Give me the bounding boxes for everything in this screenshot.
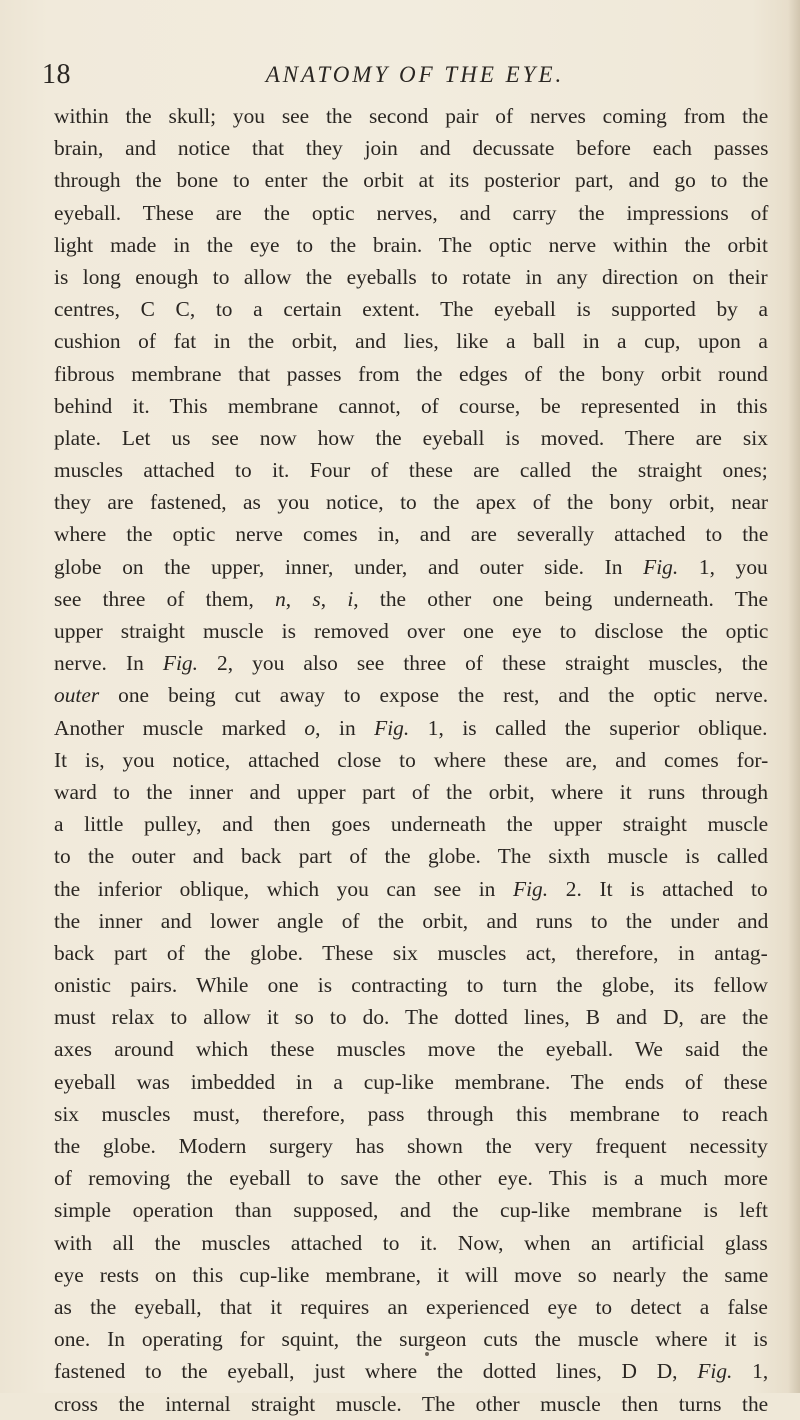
text-segment: , in — [315, 715, 375, 740]
text-segment: 1, — [732, 1359, 769, 1384]
text-segment: ward to the inner and upper part of the orbit, where it runs through — [54, 779, 769, 804]
text-line — [54, 454, 768, 486]
text-line — [54, 1355, 768, 1387]
text-line — [54, 229, 768, 261]
text-segment: one being cut away to expose the rest, and the optic nerve. — [99, 683, 769, 708]
text-segment: It is, you notice, attached close to where these are, and comes for- — [54, 747, 769, 772]
italic-text: i — [347, 586, 354, 611]
text-line — [54, 1130, 768, 1162]
text-line — [54, 776, 768, 808]
text-segment: Another muscle marked — [54, 715, 305, 740]
text-line — [54, 261, 768, 293]
text-line — [54, 1033, 768, 1065]
text-segment: 2. It is attached to — [548, 876, 768, 901]
text-line — [54, 840, 768, 872]
text-segment: 2, you also see three of these straight muscles, the — [197, 651, 768, 676]
text-line — [54, 551, 768, 583]
text-line — [54, 1098, 768, 1130]
text-line — [54, 390, 768, 422]
text-segment: to the outer and back part of the globe. The sixth muscle is called — [54, 844, 768, 869]
text-segment: fastened to the eyeball, just where the dotted lines, D D, — [54, 1359, 698, 1384]
italic-text: Fig. — [513, 876, 549, 901]
text-segment: within the skull; you see the second pair of nerves coming from the — [54, 104, 769, 128]
text-segment: 1, is called the superior oblique. — [409, 715, 768, 740]
text-line — [54, 969, 768, 1001]
italic-text: Fig. — [162, 651, 198, 676]
text-line — [54, 293, 768, 325]
text-line — [54, 1291, 768, 1323]
body-text — [54, 100, 768, 1420]
italic-text: outer — [54, 683, 100, 708]
text-segment: light made in the eye to the brain. The optic nerve within the orbit — [54, 232, 768, 257]
text-segment: where the optic nerve comes in, and are severally attached to the — [54, 522, 769, 547]
text-line — [54, 1388, 768, 1420]
text-line — [54, 1194, 768, 1226]
text-segment: they are fastened, as you notice, to the apex of the bony orbit, near — [54, 490, 769, 515]
text-line — [54, 1066, 768, 1098]
text-line — [54, 518, 768, 550]
italic-text: o — [304, 715, 316, 740]
text-segment: eye rests on this cup-like membrane, it will move so nearly the same — [54, 1262, 769, 1287]
text-segment: eyeball. These are the optic nerves, and carry the impressions of — [54, 200, 769, 225]
text-segment: 1, you — [678, 554, 768, 579]
italic-text: Fig. — [697, 1359, 733, 1384]
text-segment: the inner and lower angle of the orbit, and runs to the under and — [54, 908, 769, 933]
text-line — [54, 1259, 768, 1291]
text-segment: fibrous membrane that passes from the edges of the bony orbit round — [54, 361, 768, 386]
text-segment: with all the muscles attached to it. Now, when an artificial glass — [54, 1230, 768, 1255]
text-line — [54, 615, 768, 647]
text-segment: centres, C C, to a certain extent. The eyeball is supported by a — [54, 297, 769, 322]
text-line — [54, 937, 768, 969]
text-segment: of removing the eyeball to save the other eye. This is a much more — [54, 1166, 768, 1191]
text-segment: a little pulley, and then goes underneath the upper straight muscle — [54, 812, 769, 837]
text-line — [54, 358, 768, 390]
text-segment: back part of the globe. These six muscles act, therefore, in antag- — [54, 940, 768, 965]
text-segment: onistic pairs. While one is contracting to turn the globe, its fellow — [54, 973, 768, 998]
text-line — [54, 873, 768, 905]
text-line — [54, 422, 768, 454]
text-segment: , the other one being underneath. The — [353, 586, 768, 611]
text-segment: cushion of fat in the orbit, and lies, like a ball in a cup, upon a — [54, 329, 768, 354]
text-segment: the globe. Modern surgery has shown the very frequent necessity — [54, 1134, 768, 1158]
text-line — [54, 583, 768, 615]
text-segment: axes around which these muscles move the eyeball. We said the — [54, 1037, 768, 1062]
text-line — [54, 486, 768, 518]
text-segment: simple operation than supposed, and the cup-like membrane is left — [54, 1198, 768, 1223]
italic-text: n — [275, 586, 286, 611]
text-line — [54, 1162, 768, 1194]
text-line — [54, 1323, 768, 1355]
text-segment: as the eyeball, that it requires an experienced eye to detect a false — [54, 1294, 768, 1319]
text-segment: muscles attached to it. Four of these are called the straight ones; — [54, 458, 768, 483]
text-segment: brain, and notice that they join and decussate before each passes — [54, 136, 769, 161]
text-segment: plate. Let us see now how the eyeball is moved. There are six — [54, 425, 768, 450]
page-edge-shadow — [788, 0, 800, 1393]
text-line — [54, 905, 768, 937]
italic-text: Fig. — [374, 715, 410, 740]
text-segment: one. In operating for squint, the surgeon cuts the muscle where it is — [54, 1327, 768, 1352]
text-line — [54, 712, 768, 744]
page-number: 18 — [42, 59, 71, 90]
text-segment: must relax to allow it so to do. The dotted lines, B and D, are the — [54, 1005, 769, 1030]
text-segment: six muscles must, therefore, pass through this membrane to reach — [54, 1101, 768, 1126]
text-segment: behind it. This membrane cannot, of course, be represented in this — [54, 393, 768, 418]
text-line — [54, 1001, 768, 1033]
running-head — [42, 58, 758, 98]
text-line — [54, 197, 768, 229]
text-segment: , — [285, 586, 313, 611]
text-segment: see three of them, — [54, 586, 276, 611]
text-segment: nerve. In — [54, 651, 163, 676]
text-line — [54, 1227, 768, 1259]
text-line — [54, 808, 768, 840]
text-line — [54, 164, 768, 196]
text-segment: globe on the upper, inner, under, and outer side. In — [54, 554, 644, 579]
italic-text: Fig. — [643, 554, 679, 579]
text-line — [54, 647, 768, 679]
text-line — [54, 679, 768, 711]
text-line — [54, 325, 768, 357]
text-line — [54, 132, 768, 164]
text-segment: eyeball was imbedded in a cup-like membrane. The ends of these — [54, 1069, 768, 1094]
printer-mark — [425, 1352, 429, 1356]
italic-text: s — [312, 586, 321, 611]
running-title: ANATOMY OF THE EYE. — [265, 62, 565, 87]
text-segment: through the bone to enter the orbit at its posterior part, and go to the — [54, 168, 769, 193]
text-segment: is long enough to allow the eyeballs to rotate in any direction on their — [54, 264, 768, 289]
text-line — [54, 744, 768, 776]
text-segment: the inferior oblique, which you can see in — [54, 876, 514, 901]
text-segment: upper straight muscle is removed over one eye to disclose the optic — [54, 619, 769, 643]
text-segment: cross the internal straight muscle. The other muscle then turns the — [54, 1391, 769, 1416]
text-line — [54, 100, 768, 132]
text-segment: , — [320, 586, 348, 611]
